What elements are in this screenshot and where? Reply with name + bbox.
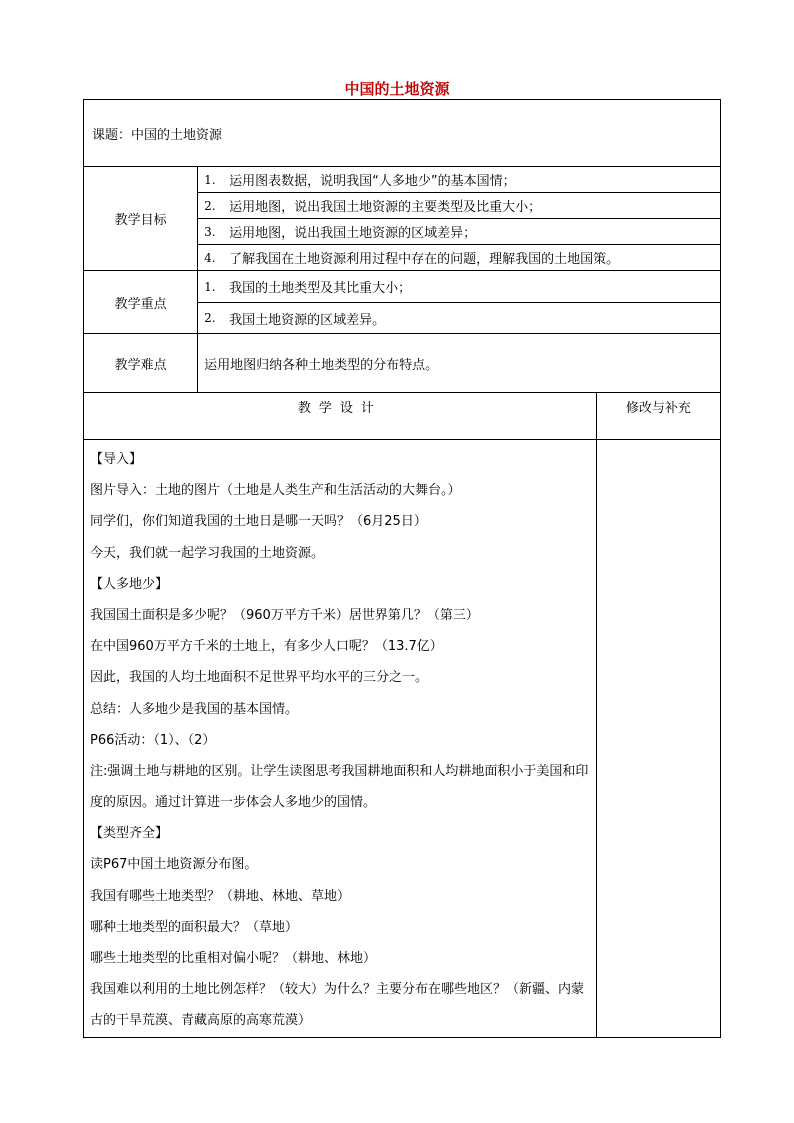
content-line: 今天，我们就一起学习我国的土地资源。 — [90, 545, 325, 561]
design-header: 教学设计 — [84, 393, 597, 440]
section-heading: 【类型齐全】 — [90, 826, 169, 842]
content-line: 我国难以利用的土地比例怎样？（较大）为什么？主要分布在哪些地区？（新疆、内蒙古的干旱荒漠、青藏高原的高寒荒漠） — [90, 982, 585, 1029]
design-header-row — [84, 393, 721, 440]
content-line: P66活动：（1）、（2） — [90, 732, 216, 748]
difficulties-label: 教学难点 — [84, 334, 198, 393]
page-title: 中国的土地资源 — [344, 80, 450, 98]
section-heading: 【人多地少】 — [90, 576, 169, 592]
difficulties-row — [84, 334, 721, 393]
content-line: 图片导入：土地的图片（土地是人类生产和生活活动的大舞台。） — [90, 483, 461, 499]
content-line: 在中国960万平方千米的土地上，有多少人口呢？（13.7亿） — [90, 639, 443, 655]
content-line: 读P67中国土地资源分布图。 — [90, 857, 258, 873]
objective-item: 1. 运用图表数据，说明我国“人多地少”的基本国情； — [198, 167, 720, 193]
content-line: 哪些土地类型的比重相对偏小呢？（耕地、林地） — [90, 951, 377, 967]
objective-item: 2. 运用地图，说出我国土地资源的主要类型及比重大小； — [198, 193, 720, 219]
subject-cell: 课题：中国的土地资源 — [84, 100, 721, 167]
lesson-plan-table — [83, 99, 721, 1038]
key-point-item: 1. 我国的土地类型及其比重大小； — [198, 271, 720, 303]
design-content — [84, 440, 597, 1038]
revision-cell — [596, 440, 720, 1038]
key-points-label: 教学重点 — [84, 271, 198, 334]
objective-item: 3. 运用地图，说出我国土地资源的区域差异； — [198, 219, 720, 245]
content-line: 哪种土地类型的面积最大？（草地） — [90, 919, 299, 935]
key-points-list — [198, 271, 721, 334]
content-row — [84, 440, 721, 1038]
difficulties-text: 运用地图归纳各种土地类型的分布特点。 — [198, 334, 721, 393]
objective-item: 4. 了解我国在土地资源利用过程中存在的问题，理解我国的土地国策。 — [204, 250, 620, 267]
key-point-item: 2. 我国土地资源的区域差异。 — [204, 311, 386, 328]
section-heading: 【导入】 — [90, 452, 143, 467]
subject-row — [84, 100, 721, 167]
content-line: 注:强调土地与耕地的区别。让学生读图思考我国耕地面积和人均耕地面积小于美国和印度的原因。通过计算进一步体会人多地少的国情。 — [90, 763, 589, 811]
content-line: 我国国土面积是多少呢？（960万平方千米）居世界第几？（第三） — [90, 607, 479, 623]
content-line: 总结：人多地少是我国的基本国情。 — [90, 701, 299, 717]
objectives-list — [198, 167, 721, 271]
key-points-row — [84, 271, 721, 334]
objectives-label: 教学目标 — [84, 167, 198, 271]
content-line: 同学们，你们知道我国的土地日是哪一天吗？（6月25日） — [90, 514, 427, 530]
content-line: 我国有哪些土地类型？（耕地、林地、草地） — [90, 888, 351, 904]
objectives-row — [84, 167, 721, 271]
revision-header: 修改与补充 — [596, 393, 720, 440]
content-line: 因此，我国的人均土地面积不足世界平均水平的三分之一。 — [90, 670, 429, 686]
